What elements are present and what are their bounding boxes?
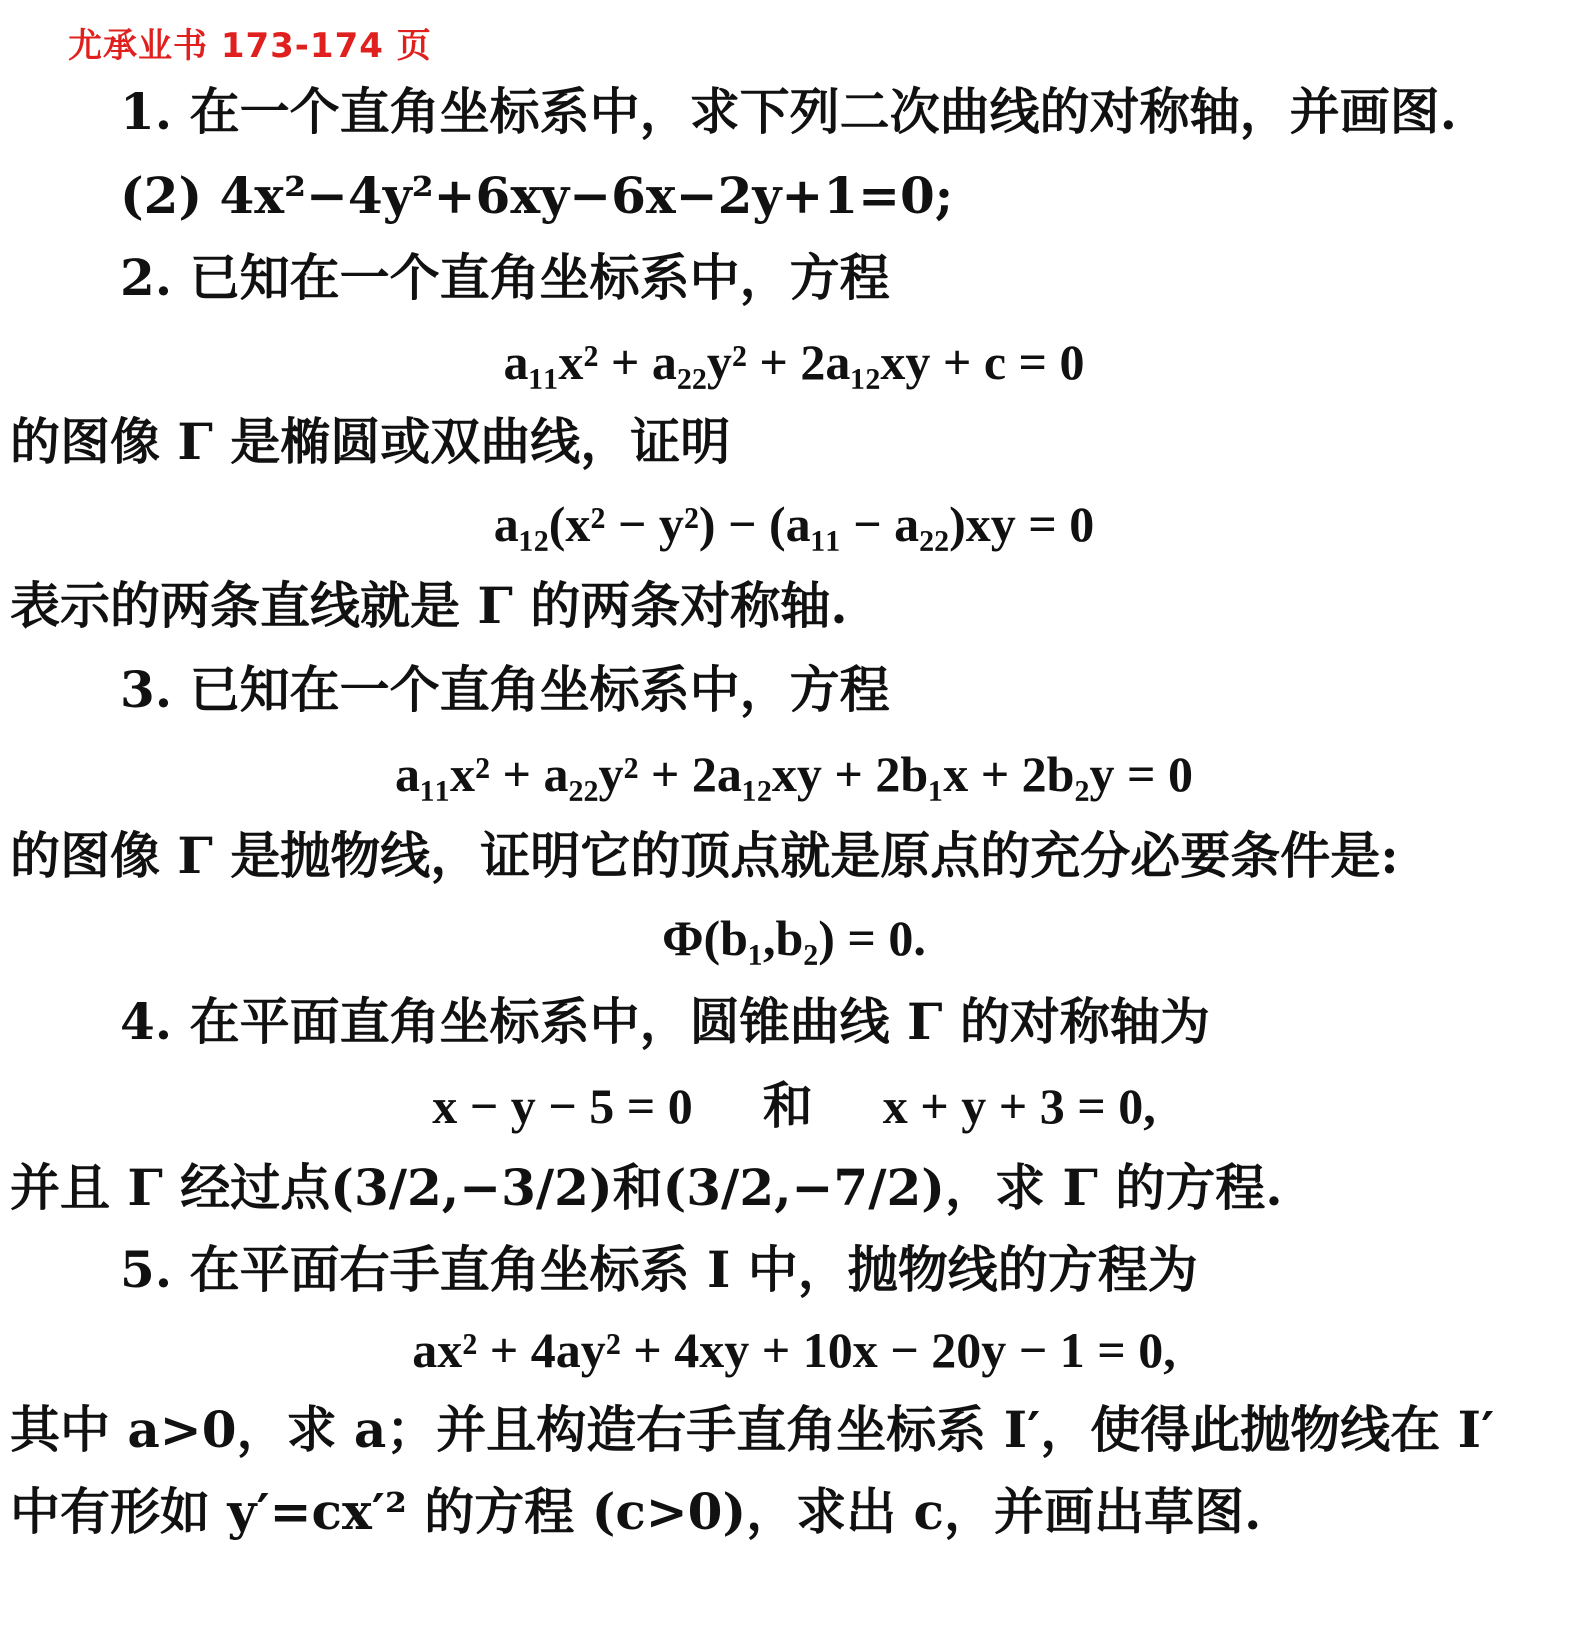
problem-1-part-2-equation: (2) 4x²−4y²+6xy−6x−2y+1=0; [120, 166, 954, 225]
problem-2-equation-1: a₁₁x² + a₂₂y² + 2a₁₂xy + c = 0 [503, 334, 1085, 390]
problem-4-conclusion: 并且 Γ 经过点(3/2,−3/2)和(3/2,−7/2)，求 Γ 的方程. [10, 1158, 1283, 1217]
problem-5-line-3: 中有形如 y′=cx′² 的方程 (c>0)，求出 c，并画出草图. [10, 1482, 1262, 1541]
problem-5-equation: ax² + 4ay² + 4xy + 10x − 20y − 1 = 0, [412, 1322, 1176, 1378]
problem-3-intro: 3. 已知在一个直角坐标系中，方程 [120, 660, 890, 719]
problem-5-line-2: 其中 a>0，求 a；并且构造右手直角坐标系 I′，使得此抛物线在 I′ [10, 1400, 1495, 1459]
problem-5-intro: 5. 在平面右手直角坐标系 I 中，抛物线的方程为 [120, 1240, 1198, 1299]
problem-2-conclusion: 表示的两条直线就是 Γ 的两条对称轴. [10, 576, 848, 635]
problem-3-equation-1: a₁₁x² + a₂₂y² + 2a₁₂xy + 2b₁x + 2b₂y = 0 [395, 746, 1193, 802]
problem-4-intro: 4. 在平面直角坐标系中，圆锥曲线 Γ 的对称轴为 [120, 992, 1210, 1051]
problem-1-statement: 1. 在一个直角坐标系中，求下列二次曲线的对称轴，并画图. [120, 82, 1458, 141]
problem-3-equation-2: Φ(b₁,b₂) = 0. [662, 910, 926, 966]
problem-2-middle-text: 的图像 Γ 是椭圆或双曲线，证明 [10, 412, 731, 471]
axis-equation-2: x + y + 3 = 0, [882, 1078, 1156, 1134]
axis-equation-1: x − y − 5 = 0 [432, 1078, 693, 1134]
problem-2-intro: 2. 已知在一个直角坐标系中，方程 [120, 248, 890, 307]
problem-4-axes-equations [0, 1076, 1588, 1136]
source-reference: 尤承业书 173-174 页 [68, 26, 432, 66]
problem-3-middle-text: 的图像 Γ 是抛物线，证明它的顶点就是原点的充分必要条件是: [10, 826, 1399, 885]
problem-2-equation-2: a₁₂(x² − y²) − (a₁₁ − a₂₂)xy = 0 [493, 496, 1095, 552]
and-word: 和 [762, 1078, 813, 1134]
